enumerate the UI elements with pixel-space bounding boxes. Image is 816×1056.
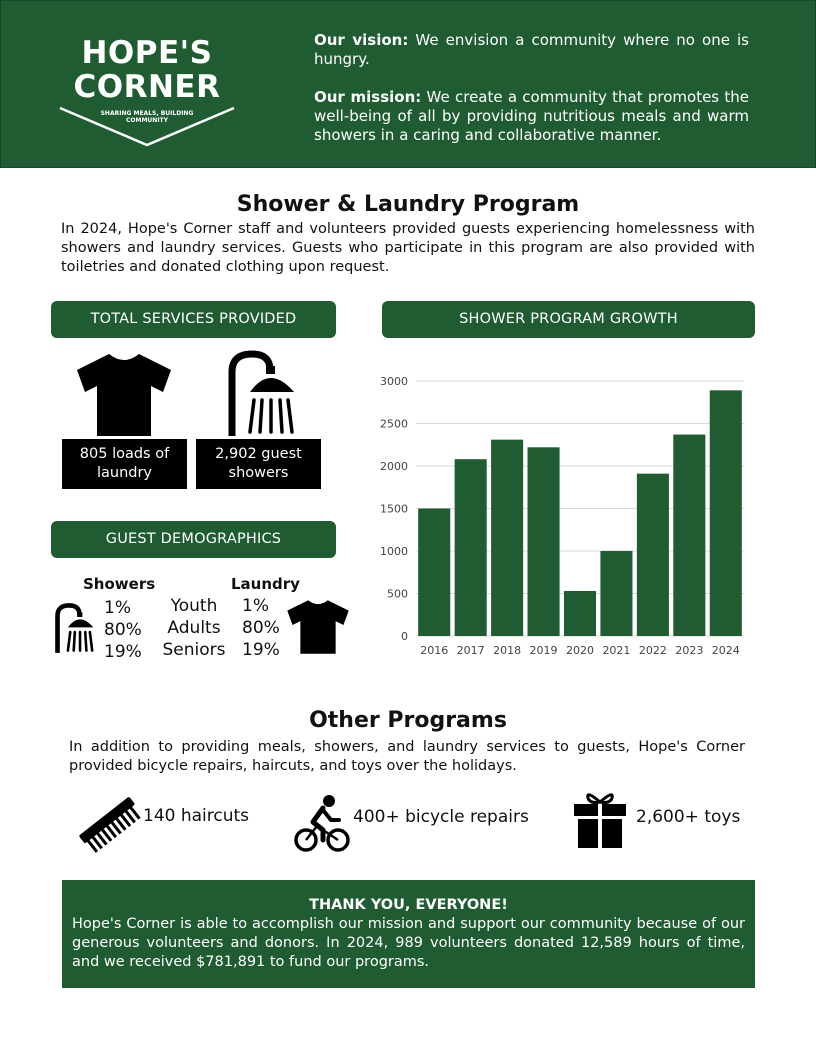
showers-youth-pct: 1%: [104, 598, 131, 618]
group-youth: Youth: [170, 596, 218, 616]
laundry-seniors-pct: 19%: [242, 640, 280, 660]
chart-y-tick-label: 1500: [380, 502, 408, 516]
tshirt-icon: [75, 352, 173, 438]
chart-y-tick-label: 500: [387, 587, 408, 601]
chart-bar-2019: [528, 447, 560, 636]
total-services-heading: TOTAL SERVICES PROVIDED: [51, 301, 336, 338]
chart-bar-2022: [637, 474, 669, 636]
mission-statement: [314, 88, 749, 145]
thank-you-box: [62, 880, 755, 988]
chart-bar-2023: [673, 435, 705, 636]
vision-text: We envision a community where no one is hungry.: [314, 31, 750, 68]
chart-x-tick-label: 2021: [602, 644, 631, 657]
chart-bar-2020: [564, 591, 596, 636]
guest-demographics-heading: GUEST DEMOGRAPHICS: [51, 521, 336, 558]
chart-x-tick-label: 2018: [493, 644, 522, 657]
shower-laundry-title: Shower & Laundry Program: [236, 192, 580, 217]
haircuts-label: 140 haircuts: [143, 806, 250, 826]
age-group-labels: [158, 595, 230, 661]
chart-x-tick-label: 2019: [529, 644, 558, 657]
vision-label: Our vision:: [314, 31, 409, 49]
shower-icon: [224, 348, 304, 438]
shower-growth-heading: SHOWER PROGRAM GROWTH: [382, 301, 755, 338]
shower-growth-chart: [372, 356, 752, 666]
chart-y-tick-label: 0: [401, 630, 408, 643]
bicycle-repairs-label: 400+ bicycle repairs: [353, 807, 529, 827]
chart-y-tick-label: 3000: [380, 375, 408, 388]
thank-you-title: THANK YOU, EVERYONE!: [309, 897, 508, 913]
shower-icon-small: [52, 602, 100, 654]
showers-percentages: [104, 597, 144, 663]
laundry-youth-pct: 1%: [242, 596, 269, 616]
other-programs-intro: In addition to providing meals, showers, and laundry services to guests, Hope's Corner provided bicycle repairs, haircuts, and toys over the holidays.: [69, 739, 745, 774]
bicycle-icon: [293, 792, 351, 856]
showers-adults-pct: 80%: [104, 620, 142, 640]
logo-line1: HOPE'S: [81, 35, 213, 71]
thank-you-text: Hope's Corner is able to accomplish our mission and support our community because of our generous volunteers and donors. In 2024, 989 volunteers donated 12,589 hours of time, and we received $781,891 to fund our programs.: [72, 916, 745, 970]
tshirt-icon-small: [286, 598, 350, 656]
other-programs-title: Other Programs: [309, 708, 507, 733]
vision-mission: [314, 31, 749, 164]
chart-bar-2017: [455, 459, 487, 636]
chart-bar-2016: [418, 509, 450, 637]
toys-label: 2,600+ toys: [636, 807, 741, 827]
chart-x-tick-label: 2016: [420, 644, 449, 657]
chart-x-tick-label: 2023: [675, 644, 704, 657]
mission-text: We create a community that promotes the well-being of all by providing nutritious meals and warm showers in a caring and collaborative manner.: [314, 88, 749, 144]
group-seniors: Seniors: [162, 640, 226, 660]
chart-y-tick-label: 2500: [380, 417, 408, 431]
logo-tagline: SHARING MEALS, BUILDING COMMUNITY: [100, 110, 194, 124]
chart-y-tick-label: 2000: [380, 460, 408, 473]
chart-x-tick-label: 2024: [711, 644, 740, 657]
hopes-corner-logo: [57, 35, 237, 155]
chart-bar-2024: [710, 390, 742, 636]
logo-line2: CORNER: [73, 69, 221, 105]
mission-label: Our mission:: [314, 88, 422, 106]
comb-icon: [76, 792, 144, 856]
vision-statement: [314, 31, 749, 69]
gift-icon: [572, 788, 628, 850]
shower-laundry-intro: In 2024, Hope's Corner staff and volunteers provided guests experiencing homelessness with showers and laundry services. Guests who participate in this program are also provided with toiletries and donated clothing upon request.: [61, 221, 755, 275]
demographics-showers-heading: Showers: [83, 575, 156, 593]
chart-x-tick-label: 2017: [456, 644, 485, 657]
group-adults: Adults: [167, 618, 221, 638]
chart-bar-2021: [600, 551, 632, 636]
header-banner: [0, 0, 816, 168]
laundry-adults-pct: 80%: [242, 618, 280, 638]
chart-y-tick-label: 1000: [380, 545, 408, 558]
chart-x-tick-label: 2020: [566, 644, 594, 657]
chart-x-tick-label: 2022: [638, 644, 667, 657]
laundry-total-box: 805 loads of laundry: [62, 439, 187, 489]
shower-total-box: 2,902 guest showers: [196, 439, 321, 489]
laundry-percentages: [242, 595, 284, 661]
showers-seniors-pct: 19%: [104, 642, 142, 662]
chart-bar-2018: [491, 440, 523, 636]
demographics-laundry-heading: Laundry: [231, 575, 300, 593]
